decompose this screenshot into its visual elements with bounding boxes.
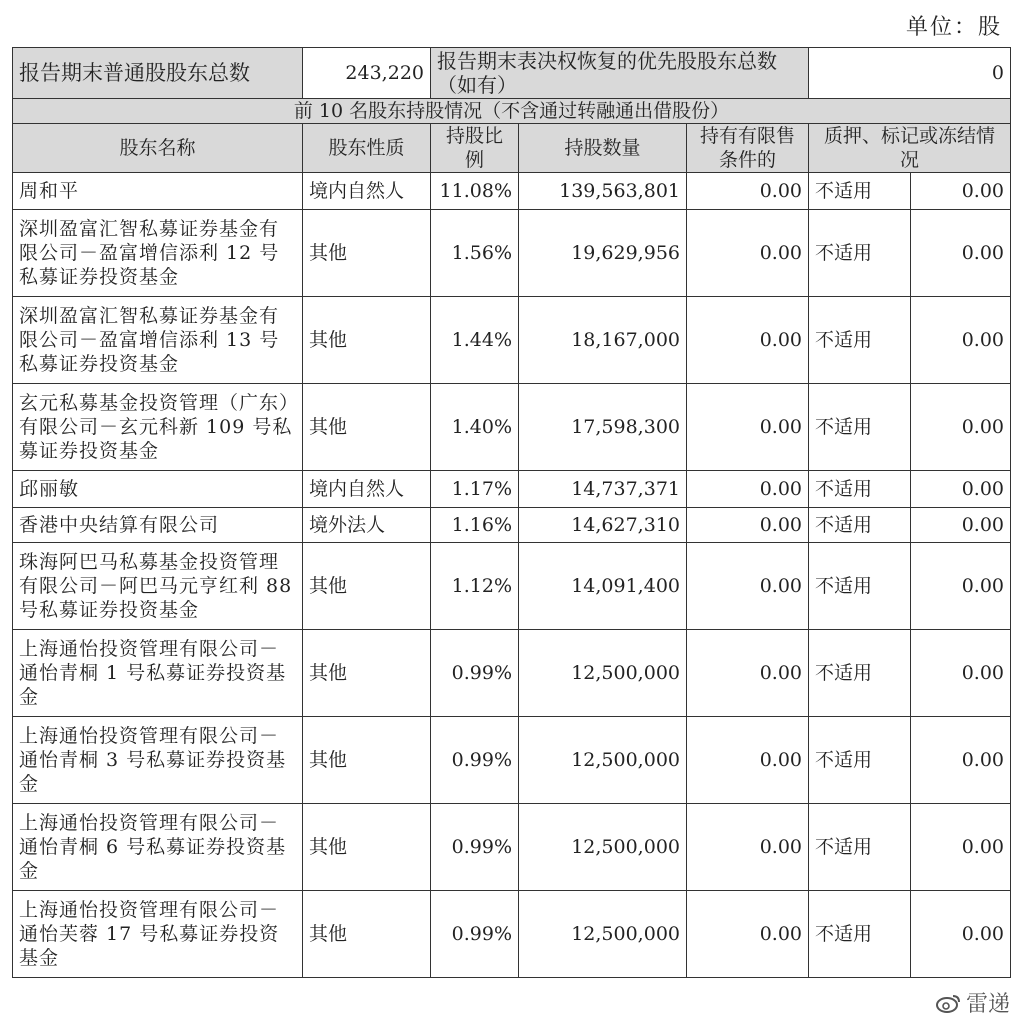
restricted-shares: 0.00: [687, 471, 809, 508]
header-pledge-status: 质押、标记或冻结情况: [809, 124, 1011, 173]
header-restricted: 持有有限售条件的: [687, 124, 809, 173]
share-pct: 0.99%: [431, 630, 519, 717]
header-holder-name: 股东名称: [13, 124, 303, 173]
pledged-shares: 0.00: [911, 173, 1011, 210]
share-qty: 12,500,000: [519, 630, 687, 717]
preferred-holders-value: 0: [809, 48, 1011, 99]
restricted-shares: 0.00: [687, 210, 809, 297]
restricted-shares: 0.00: [687, 630, 809, 717]
table-row: [13, 297, 1011, 384]
pledged-shares: 0.00: [911, 891, 1011, 978]
pledged-shares: 0.00: [911, 297, 1011, 384]
share-pct: 1.56%: [431, 210, 519, 297]
pledge-status: 不适用: [809, 471, 911, 508]
share-qty: 139,563,801: [519, 173, 687, 210]
share-pct: 0.99%: [431, 891, 519, 978]
table-row: [13, 384, 1011, 471]
pledged-shares: 0.00: [911, 384, 1011, 471]
holder-name: 香港中央结算有限公司: [13, 508, 303, 543]
holder-type: 境外法人: [303, 508, 431, 543]
share-qty: 14,737,371: [519, 471, 687, 508]
holder-type: 其他: [303, 891, 431, 978]
restricted-shares: 0.00: [687, 804, 809, 891]
share-qty: 12,500,000: [519, 804, 687, 891]
table-header: [13, 48, 1011, 173]
pledged-shares: 0.00: [911, 508, 1011, 543]
share-qty: 17,598,300: [519, 384, 687, 471]
holder-type: 其他: [303, 543, 431, 630]
restricted-shares: 0.00: [687, 891, 809, 978]
header-holder-type: 股东性质: [303, 124, 431, 173]
pledge-status: 不适用: [809, 543, 911, 630]
share-pct: 1.12%: [431, 543, 519, 630]
pledge-status: 不适用: [809, 804, 911, 891]
share-qty: 14,627,310: [519, 508, 687, 543]
holder-type: 其他: [303, 630, 431, 717]
share-qty: 19,629,956: [519, 210, 687, 297]
pledged-shares: 0.00: [911, 543, 1011, 630]
holder-type: 其他: [303, 804, 431, 891]
share-qty: 12,500,000: [519, 891, 687, 978]
holder-name: 深圳盈富汇智私募证券基金有限公司－盈富增信添利 13 号私募证券投资基金: [13, 297, 303, 384]
pledge-status: 不适用: [809, 297, 911, 384]
table-row: [13, 630, 1011, 717]
holder-name: 深圳盈富汇智私募证券基金有限公司－盈富增信添利 12 号私募证券投资基金: [13, 210, 303, 297]
common-holders-value: 243,220: [303, 48, 431, 99]
holder-name: 玄元私募基金投资管理（广东）有限公司－玄元科新 109 号私募证券投资基金: [13, 384, 303, 471]
pledged-shares: 0.00: [911, 630, 1011, 717]
share-pct: 1.16%: [431, 508, 519, 543]
share-pct: 0.99%: [431, 717, 519, 804]
share-qty: 12,500,000: [519, 717, 687, 804]
restricted-shares: 0.00: [687, 508, 809, 543]
share-pct: 1.17%: [431, 471, 519, 508]
table-row: [13, 804, 1011, 891]
table-row: [13, 173, 1011, 210]
restricted-shares: 0.00: [687, 717, 809, 804]
table-row: [13, 210, 1011, 297]
unit-label: 单位：股: [905, 15, 1002, 40]
header-share-pct: 持股比例: [431, 124, 519, 173]
holder-type: 其他: [303, 384, 431, 471]
share-pct: 1.40%: [431, 384, 519, 471]
pledge-status: 不适用: [809, 508, 911, 543]
share-qty: 18,167,000: [519, 297, 687, 384]
table-body: [13, 173, 1011, 978]
pledged-shares: 0.00: [911, 210, 1011, 297]
pledge-status: 不适用: [809, 891, 911, 978]
holder-name: 珠海阿巴马私募基金投资管理有限公司－阿巴马元亨红利 88 号私募证券投资基金: [13, 543, 303, 630]
header-share-qty: 持股数量: [519, 124, 687, 173]
holder-name: 邱丽敏: [13, 471, 303, 508]
table-row: [13, 508, 1011, 543]
share-pct: 1.44%: [431, 297, 519, 384]
table-row: [13, 471, 1011, 508]
holder-type: 其他: [303, 717, 431, 804]
restricted-shares: 0.00: [687, 384, 809, 471]
share-pct: 11.08%: [431, 173, 519, 210]
pledge-status: 不适用: [809, 173, 911, 210]
holder-type: 境内自然人: [303, 173, 431, 210]
table-row: [13, 891, 1011, 978]
weibo-icon: [936, 993, 962, 1013]
pledged-shares: 0.00: [911, 471, 1011, 508]
holder-type: 境内自然人: [303, 471, 431, 508]
pledged-shares: 0.00: [911, 804, 1011, 891]
table-row: [13, 717, 1011, 804]
restricted-shares: 0.00: [687, 297, 809, 384]
pledge-status: 不适用: [809, 630, 911, 717]
section-title: 前 10 名股东持股情况（不含通过转融通出借股份）: [13, 99, 1011, 124]
preferred-holders-label: 报告期末表决权恢复的优先股股东总数（如有）: [431, 48, 809, 99]
holder-name: 上海通怡投资管理有限公司－通怡青桐 3 号私募证券投资基金: [13, 717, 303, 804]
pledged-shares: 0.00: [911, 717, 1011, 804]
holder-name: 上海通怡投资管理有限公司－通怡芙蓉 17 号私募证券投资基金: [13, 891, 303, 978]
shareholder-table: [12, 47, 1011, 978]
table-row: [13, 543, 1011, 630]
share-pct: 0.99%: [431, 804, 519, 891]
common-holders-label: 报告期末普通股股东总数: [13, 48, 303, 99]
pledge-status: 不适用: [809, 384, 911, 471]
share-qty: 14,091,400: [519, 543, 687, 630]
holder-name: 上海通怡投资管理有限公司－通怡青桐 1 号私募证券投资基金: [13, 630, 303, 717]
holder-type: 其他: [303, 297, 431, 384]
restricted-shares: 0.00: [687, 173, 809, 210]
pledge-status: 不适用: [809, 210, 911, 297]
watermark: [936, 987, 1010, 1018]
restricted-shares: 0.00: [687, 543, 809, 630]
holder-name: 周和平: [13, 173, 303, 210]
watermark-text: 雷递: [965, 992, 1010, 1017]
holder-name: 上海通怡投资管理有限公司－通怡青桐 6 号私募证券投资基金: [13, 804, 303, 891]
holder-type: 其他: [303, 210, 431, 297]
pledge-status: 不适用: [809, 717, 911, 804]
